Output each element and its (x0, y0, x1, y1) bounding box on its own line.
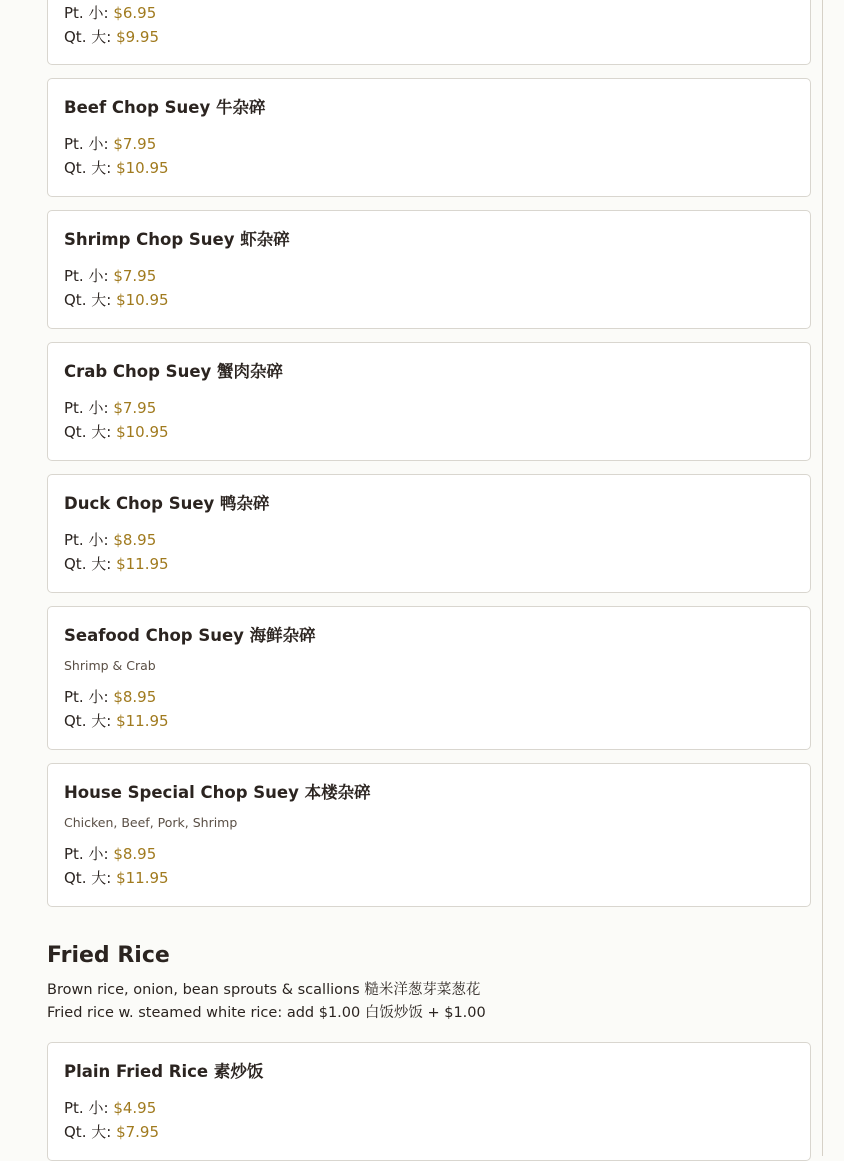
menu-item-note: Chicken, Beef, Pork, Shrimp (64, 815, 238, 830)
pint-price-row (64, 396, 794, 420)
pint-price-row (64, 842, 794, 866)
menu-item-card (47, 1042, 811, 1161)
quart-price-row (64, 552, 794, 576)
pint-price: $7.95 (113, 135, 157, 153)
pint-price: $7.95 (113, 399, 157, 417)
menu-item-title: House Special Chop Suey 本楼杂碎 (64, 783, 371, 802)
pint-label: Pt. 小: (64, 845, 109, 863)
pint-price-row (64, 132, 794, 156)
quart-price-row (64, 866, 794, 890)
menu-item-title: Crab Chop Suey 蟹肉杂碎 (64, 362, 284, 381)
quart-price: $11.95 (116, 712, 169, 730)
quart-price-row (64, 709, 794, 733)
pint-label: Pt. 小: (64, 688, 109, 706)
quart-price: $10.95 (116, 291, 169, 309)
menu-item-card (47, 342, 811, 461)
pint-label: Pt. 小: (64, 531, 109, 549)
pint-price-row (64, 1, 794, 25)
menu-item-card (47, 474, 811, 593)
pint-price-row (64, 685, 794, 709)
quart-label: Qt. 大: (64, 28, 112, 46)
pint-price: $8.95 (113, 531, 157, 549)
menu-item-title: Duck Chop Suey 鸭杂碎 (64, 494, 270, 513)
pint-price: $6.95 (113, 4, 157, 22)
quart-label: Qt. 大: (64, 712, 112, 730)
menu-item-card (47, 78, 811, 197)
pint-label: Pt. 小: (64, 267, 109, 285)
quart-label: Qt. 大: (64, 869, 112, 887)
quart-label: Qt. 大: (64, 555, 112, 573)
menu-item-title: Seafood Chop Suey 海鲜杂碎 (64, 626, 316, 645)
quart-label: Qt. 大: (64, 291, 112, 309)
quart-price: $10.95 (116, 423, 169, 441)
menu-content (47, 0, 811, 1161)
section-desc-line: Fried rice w. steamed white rice: add $1.00 白饭炒饭 + $1.00 (47, 1005, 486, 1021)
quart-label: Qt. 大: (64, 423, 112, 441)
quart-price: $11.95 (116, 555, 169, 573)
quart-price: $10.95 (116, 159, 169, 177)
quart-label: Qt. 大: (64, 1123, 112, 1141)
menu-item-card (47, 606, 811, 750)
menu-item-card (47, 210, 811, 329)
pint-price-row (64, 1096, 794, 1120)
menu-item-card (47, 0, 811, 65)
section-desc-line: Brown rice, onion, bean sprouts & scallions 糙米洋葱芽菜葱花 (47, 982, 481, 998)
menu-item-title: Plain Fried Rice 素炒饭 (64, 1062, 264, 1081)
pint-price-row (64, 528, 794, 552)
menu-item-card (47, 763, 811, 907)
pint-label: Pt. 小: (64, 4, 109, 22)
menu-item-note: Shrimp & Crab (64, 658, 156, 673)
pint-price: $8.95 (113, 688, 157, 706)
pint-price-row (64, 264, 794, 288)
quart-price-row (64, 25, 794, 49)
quart-price-row (64, 1120, 794, 1144)
pint-price: $4.95 (113, 1099, 157, 1117)
quart-label: Qt. 大: (64, 159, 112, 177)
menu-item-title: Beef Chop Suey 牛杂碎 (64, 98, 266, 117)
pint-label: Pt. 小: (64, 399, 109, 417)
pint-label: Pt. 小: (64, 135, 109, 153)
quart-price: $11.95 (116, 869, 169, 887)
pint-price: $7.95 (113, 267, 157, 285)
quart-price-row (64, 288, 794, 312)
quart-price: $9.95 (116, 28, 160, 46)
menu-item-title: Shrimp Chop Suey 虾杂碎 (64, 230, 290, 249)
pint-label: Pt. 小: (64, 1099, 109, 1117)
pint-price: $8.95 (113, 845, 157, 863)
section-description (47, 979, 811, 1025)
quart-price: $7.95 (116, 1123, 160, 1141)
section-title: Fried Rice (47, 943, 170, 968)
quart-price-row (64, 156, 794, 180)
quart-price-row (64, 420, 794, 444)
